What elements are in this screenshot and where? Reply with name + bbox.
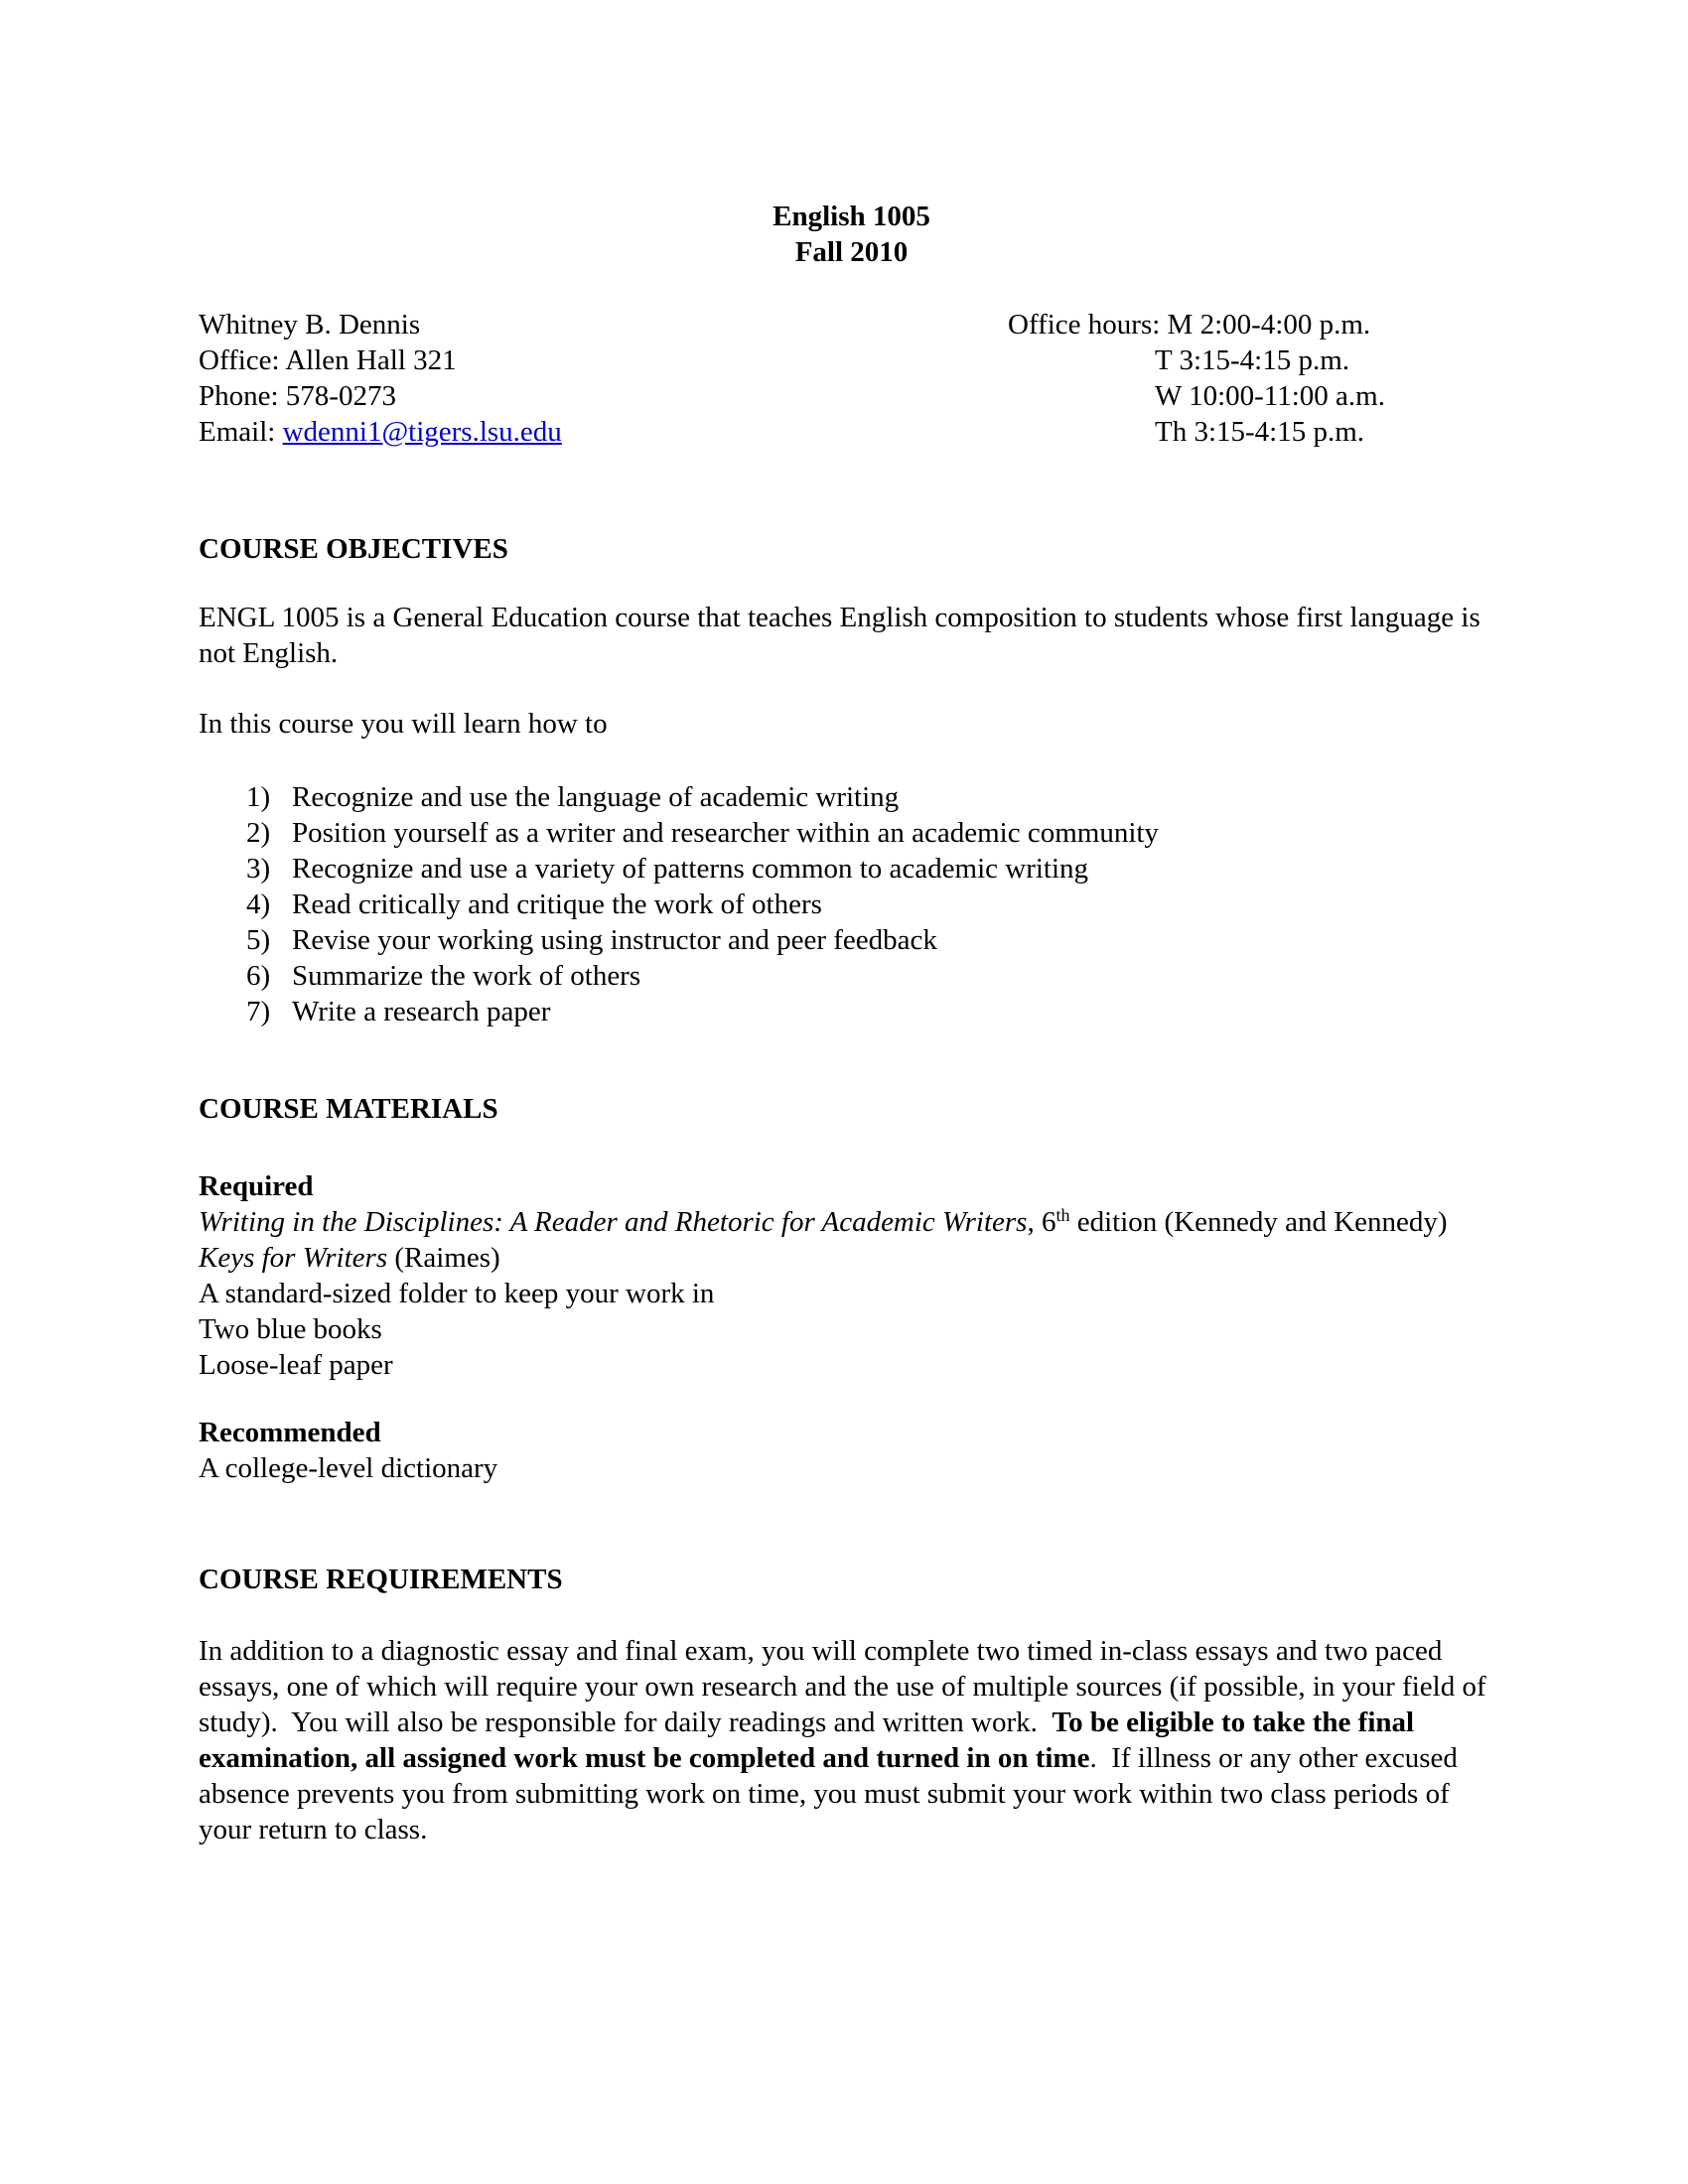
required-item: Keys for Writers (Raimes) (199, 1242, 500, 1274)
email-link[interactable]: wdenni1@tigers.lsu.edu (282, 416, 562, 448)
list-item (199, 851, 1504, 887)
page-title: English 1005 (773, 201, 930, 232)
objectives-intro: ENGL 1005 is a General Education course that teaches English composition to students whose first language is not English. (199, 602, 1487, 669)
office-hours-thursday: Th 3:15-4:15 p.m. (1155, 416, 1365, 448)
list-item-text: Recognize and use a variety of patterns common to academic writing (292, 853, 1089, 885)
course-materials-heading: COURSE MATERIALS (199, 1093, 498, 1125)
list-item (199, 994, 1504, 1029)
email-label: Email: (199, 416, 276, 448)
required-item: A standard-sized folder to keep your work in (199, 1278, 715, 1309)
list-item (199, 922, 1504, 958)
list-item-number: 4) (246, 888, 271, 920)
required-item: Loose-leaf paper (199, 1349, 393, 1381)
list-item-text: Write a research paper (292, 996, 551, 1027)
objectives-lead-in: In this course you will learn how to (199, 708, 608, 740)
list-item-number: 7) (246, 996, 271, 1027)
list-item-number: 5) (246, 924, 271, 956)
list-item-text: Recognize and use the language of academic writing (292, 781, 900, 813)
list-item-text: Revise your working using instructor and peer feedback (292, 924, 937, 956)
office-hours-tuesday: T 3:15-4:15 p.m. (1155, 344, 1350, 376)
list-item-number: 6) (246, 960, 271, 992)
list-item (199, 887, 1504, 922)
list-item (199, 815, 1504, 851)
page-subtitle: Fall 2010 (794, 236, 909, 268)
course-objectives-section (199, 531, 1504, 1029)
objectives-list (199, 779, 1504, 1029)
list-item-number: 1) (246, 781, 271, 813)
recommended-item: A college-level dictionary (199, 1452, 498, 1484)
required-label: Required (199, 1170, 314, 1202)
office-hours (1008, 307, 1385, 450)
required-item: Two blue books (199, 1313, 382, 1345)
list-item-number: 2) (246, 817, 271, 849)
course-requirements-heading: COURSE REQUIREMENTS (199, 1564, 563, 1595)
list-item-text: Position yourself as a writer and researcher within an academic community (292, 817, 1159, 849)
instructor-name: Whitney B. Dennis (199, 309, 421, 341)
course-materials-section (199, 1091, 1504, 1486)
list-item (199, 958, 1504, 994)
office-hours-monday: M 2:00-4:00 p.m. (1167, 309, 1371, 341)
recommended-label: Recommended (199, 1417, 381, 1448)
course-requirements-section (199, 1562, 1504, 1847)
required-item: Writing in the Disciplines: A Reader and Rhetoric for Academic Writers, 6th edition (Kennedy and Kennedy) (199, 1205, 1448, 1238)
list-item (199, 779, 1504, 815)
office-hours-row (1008, 307, 1385, 342)
document-header (199, 199, 1504, 270)
requirements-paragraph: In addition to a diagnostic essay and final exam, you will complete two timed in-class essays and two paced essays, one of which will require your own research and the use of multiple sources (if possible, in your field of study). You will also be responsible for daily readings and written work. To be eligible to take the final examination, all assigned work must be completed and turned in on time. If illness or any other excused absence prevents you from submitting work on time, you must submit your work within two class periods of your return to class. (199, 1635, 1493, 1845)
list-item-text: Summarize the work of others (292, 960, 641, 992)
instructor-office: Office: Allen Hall 321 (199, 344, 457, 376)
list-item-number: 3) (246, 853, 271, 885)
instructor-phone: Phone: 578-0273 (199, 380, 396, 412)
course-objectives-heading: COURSE OBJECTIVES (199, 533, 508, 565)
contact-block (199, 307, 1504, 450)
list-item-text: Read critically and critique the work of others (292, 888, 822, 920)
office-hours-wednesday: W 10:00-11:00 a.m. (1155, 380, 1385, 412)
office-hours-label: Office hours: (1008, 309, 1161, 341)
